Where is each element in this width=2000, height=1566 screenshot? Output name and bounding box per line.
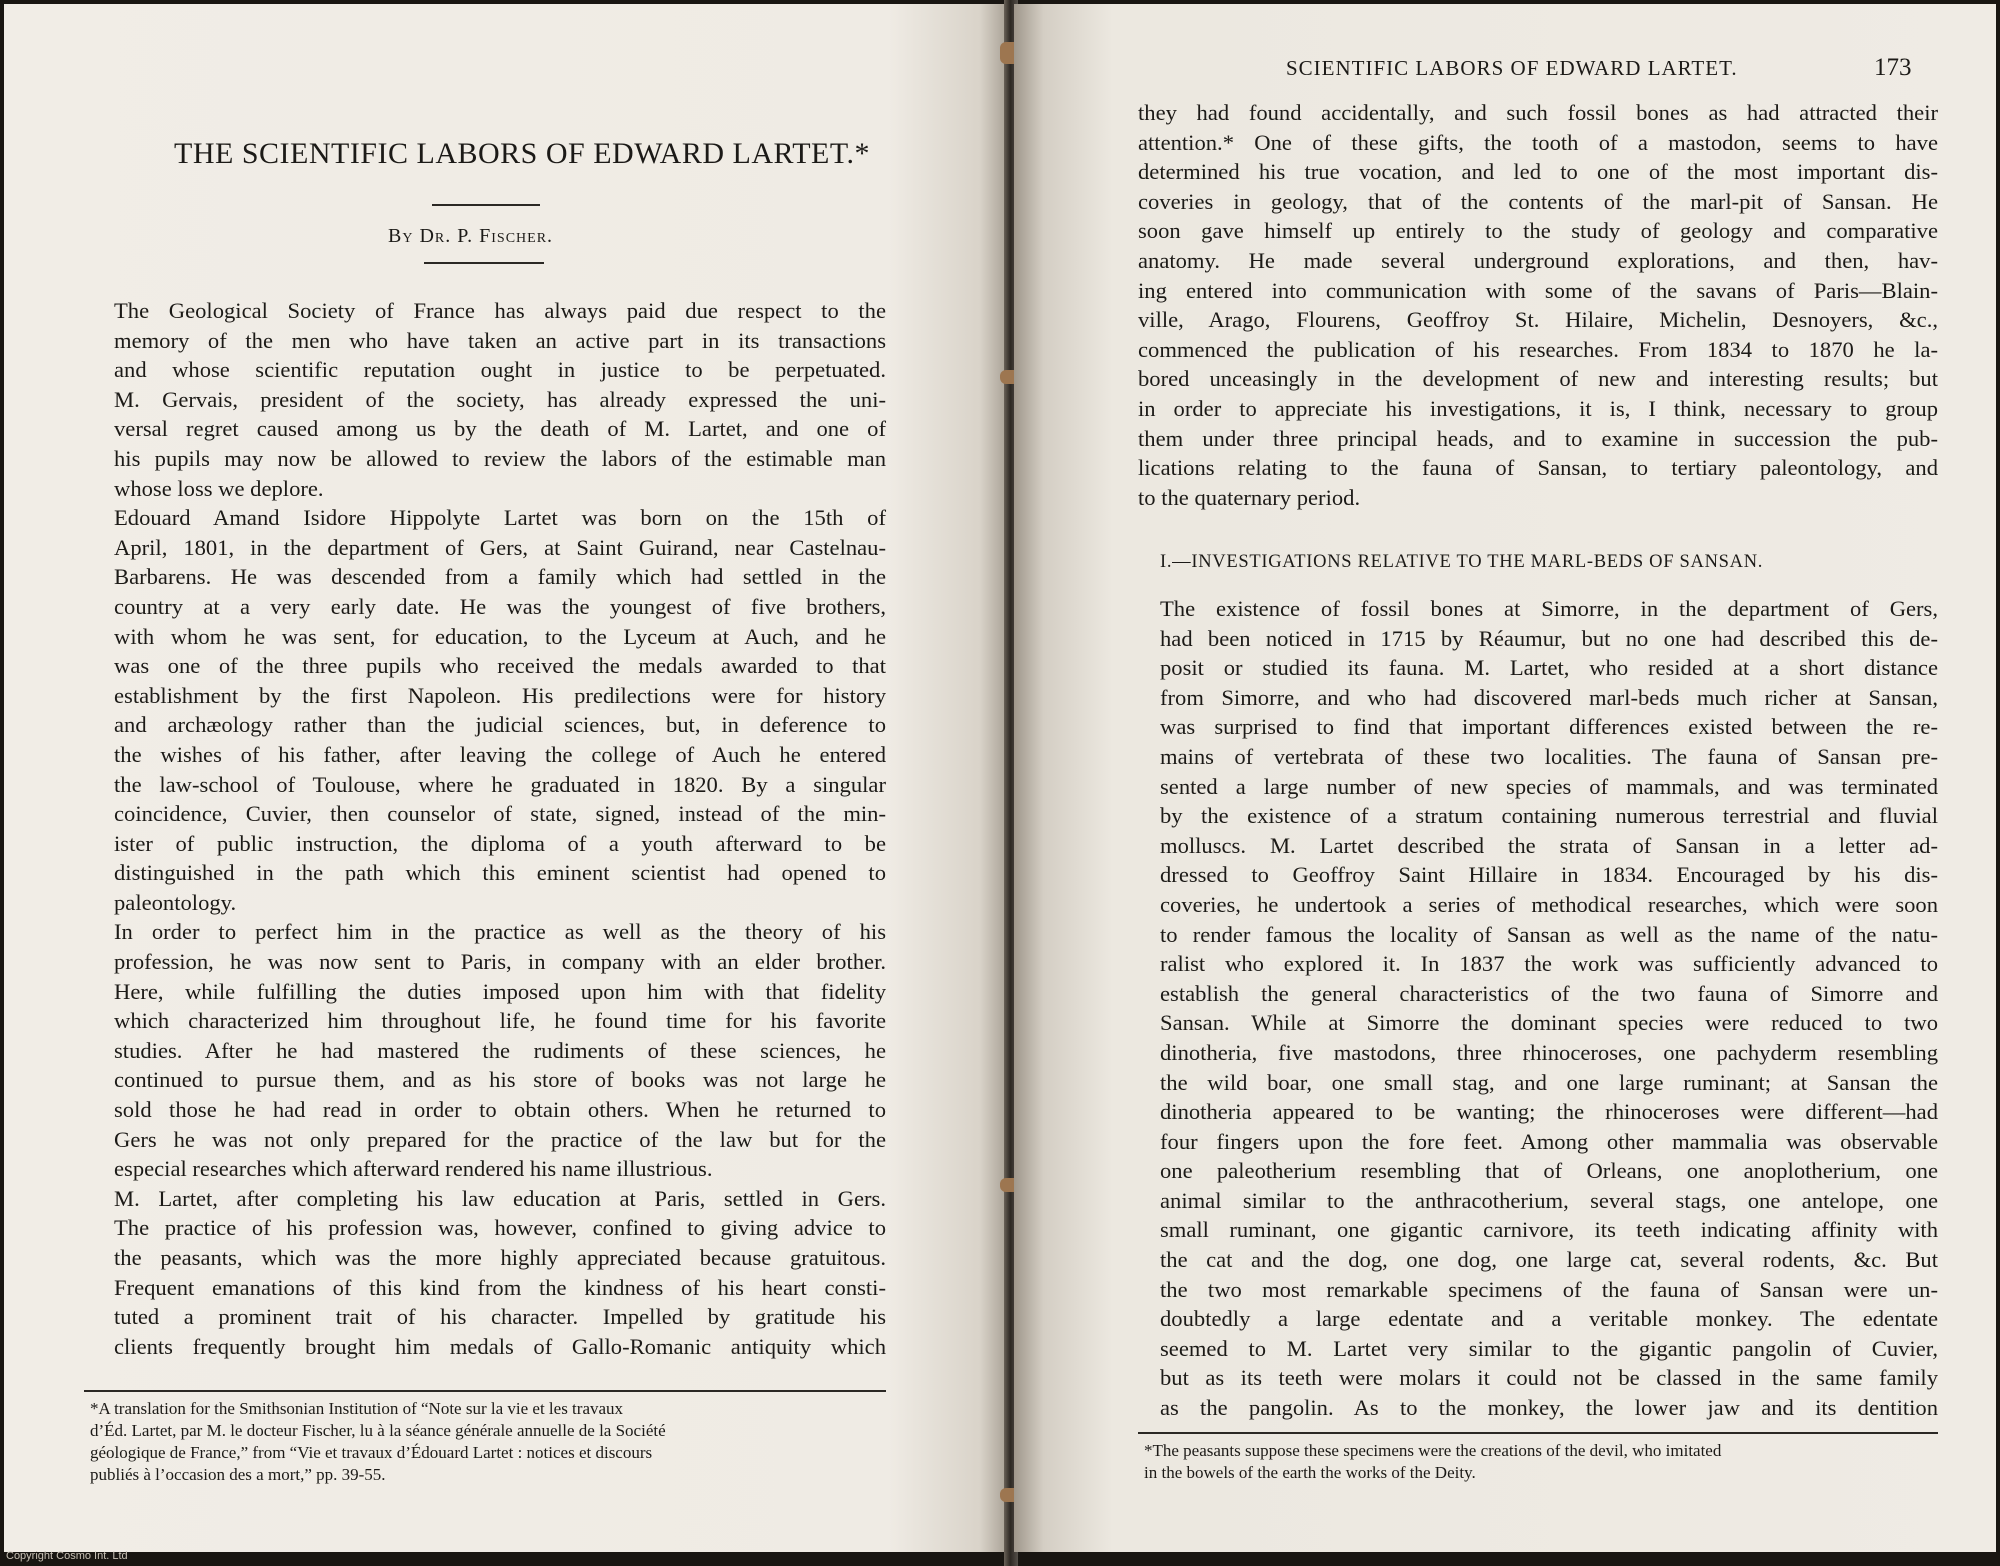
text-line: establish the general characteristics of the two fauna of Simorre and: [1160, 980, 1938, 1006]
text-line: the two most remarkable specimens of the fauna of Sansan were un-: [1160, 1276, 1938, 1302]
text-line: The practice of his profession was, however, confined to giving advice to: [114, 1215, 886, 1241]
title-rule-top: [432, 204, 540, 206]
text-line: Here, while fulfilling the duties imposed upon him with that fidelity: [114, 978, 886, 1004]
text-line: clients frequently brought him medals of Gallo-Romanic antiquity which: [114, 1333, 886, 1359]
text-line: dinotheria, five mastodons, three rhinoceroses, one pachyderm resembling: [1160, 1039, 1938, 1065]
left-body-text: [86, 296, 886, 1361]
left-paragraph-3: [86, 917, 886, 1183]
text-line: Frequent emanations of this kind from the kindness of his heart consti-: [114, 1274, 886, 1300]
left-footnote: [90, 1398, 666, 1486]
text-line: coveries, he undertook a series of methodical researches, which were soon: [1160, 891, 1938, 917]
text-line: M. Gervais, president of the society, has already expressed the uni-: [114, 386, 886, 412]
text-line: and whose scientific reputation ought in justice to be perpetuated.: [114, 357, 886, 383]
footnote-rule-left: [84, 1390, 886, 1392]
text-line: dressed to Geoffroy Saint Hillaire in 1834. Encouraged by his dis-: [1160, 862, 1938, 888]
text-line: The existence of fossil bones at Simorre, in the department of Gers,: [1160, 596, 1938, 621]
text-line: molluscs. M. Lartet described the strata of Sansan in a letter ad-: [1160, 832, 1938, 858]
text-line: ing entered into communication with some of the savans of Paris—Blain-: [1138, 277, 1938, 303]
text-line: Barbarens. He was descended from a family which had settled in the: [114, 564, 886, 590]
text-line: profession, he was now sent to Paris, in company with an elder brother.: [114, 949, 886, 975]
text-line: commenced the publication of his researches. From 1834 to 1870 he la-: [1138, 336, 1938, 362]
text-line: attention.* One of these gifts, the tooth of a mastodon, seems to have: [1138, 129, 1938, 155]
text-line: Edouard Amand Isidore Hippolyte Lartet was born on the 15th of: [114, 505, 886, 531]
text-line: animal similar to the anthracotherium, several stags, one antelope, one: [1160, 1187, 1938, 1213]
text-line: the cat and the dog, one dog, one large cat, several rodents, &c. But: [1160, 1247, 1938, 1273]
author-byline: By Dr. P. Fischer.: [388, 225, 554, 247]
text-line: four fingers upon the fore feet. Among other mammalia was observable: [1160, 1128, 1938, 1154]
text-line: doubtedly a large edentate and a veritable monkey. The edentate: [1160, 1306, 1938, 1332]
text-line: tuted a prominent trait of his character. Impelled by gratitude his: [114, 1304, 886, 1330]
footnote-line: *The peasants suppose these specimens were the creations of the devil, who imitated: [1144, 1441, 1722, 1460]
text-line: by the existence of a stratum containing numerous terrestrial and fluvial: [1160, 803, 1938, 829]
text-line: was one of the three pupils who received the medals awarded to that: [114, 653, 886, 679]
left-page: [4, 4, 1010, 1552]
article-title: THE SCIENTIFIC LABORS OF EDWARD LARTET.*: [174, 137, 870, 170]
text-line: The Geological Society of France has always paid due respect to the: [114, 298, 886, 323]
text-line: ville, Arago, Flourens, Geoffroy St. Hilaire, Michelin, Desnoyers, &c.,: [1138, 307, 1938, 333]
text-line: April, 1801, in the department of Gers, at Saint Guirand, near Castelnau-: [114, 534, 886, 560]
text-line: one paleotherium resembling that of Orleans, one anoplotherium, one: [1160, 1158, 1938, 1184]
text-line: bored unceasingly in the development of new and interesting results; but: [1138, 366, 1938, 392]
text-line: establishment by the first Napoleon. His predilections were for history: [114, 682, 886, 708]
text-line: Gers he was not only prepared for the practice of the law but for the: [114, 1126, 886, 1152]
text-line: lications relating to the fauna of Sansan, to tertiary paleontology, and: [1138, 455, 1938, 481]
text-line: had been noticed in 1715 by Réaumur, but no one had described this de-: [1160, 625, 1938, 651]
copyright-watermark: Copyright Cosmo Int. Ltd: [6, 1550, 128, 1562]
section-heading: I.—INVESTIGATIONS RELATIVE TO THE MARL-BEDS OF SANSAN.: [1160, 552, 1764, 572]
title-rule-bottom: [424, 262, 544, 264]
text-line: versal regret caused among us by the death of M. Lartet, and one of: [114, 416, 886, 442]
footnote-line: publiés à l’occasion des a mort,” pp. 39-55.: [90, 1465, 386, 1484]
text-line: determined his true vocation, and led to one of the most important dis-: [1138, 159, 1938, 185]
text-line: as the pangolin. As to the monkey, the lower jaw and its dentition: [1160, 1395, 1938, 1421]
text-line: dinotheria appeared to be wanting; the rhinoceroses were different—had: [1160, 1099, 1938, 1125]
text-line: ister of public instruction, the diploma of a youth afterward to be: [114, 830, 886, 856]
right-paragraph-1: [1138, 98, 1938, 512]
text-line: posit or studied its fauna. M. Lartet, who resided at a short distance: [1160, 655, 1938, 681]
text-line: sented a large number of new species of mammals, and was terminated: [1160, 773, 1938, 799]
text-line: they had found accidentally, and such fossil bones as had attracted their: [1138, 100, 1938, 125]
right-body-text-section: [1138, 594, 1938, 1423]
text-line: M. Lartet, after completing his law education at Paris, settled in Gers.: [114, 1185, 886, 1211]
text-line: in order to appreciate his investigations, it is, I think, necessary to group: [1138, 395, 1938, 421]
text-line: but as its teeth were molars it could not be classed in the same family: [1160, 1365, 1938, 1391]
right-paragraph-2: [1138, 594, 1938, 1423]
text-line: which characterized him throughout life, he found time for his favorite: [114, 1008, 886, 1034]
text-line: continued to pursue them, and as his store of books was not large he: [114, 1067, 886, 1093]
text-line: country at a very early date. He was the youngest of five brothers,: [114, 593, 886, 619]
left-paragraph-1: [86, 296, 886, 503]
footnote-line: géologique de France,” from “Vie et travaux d’Édouard Lartet : notices et discours: [90, 1443, 653, 1462]
text-line: from Simorre, and who had discovered marl-beds much richer at Sansan,: [1160, 684, 1938, 710]
text-line: soon gave himself up entirely to the study of geology and comparative: [1138, 218, 1938, 244]
footnote-line: d’Éd. Lartet, par M. le docteur Fischer, lu à la séance générale annuelle de la Société: [90, 1421, 666, 1440]
text-line: whose loss we deplore.: [114, 475, 324, 501]
text-line: to render famous the locality of Sansan as well as the name of the natu-: [1160, 921, 1938, 947]
text-line: mains of vertebrata of these two localities. The fauna of Sansan pre-: [1160, 743, 1938, 769]
text-line: to the quaternary period.: [1138, 484, 1361, 510]
running-head: SCIENTIFIC LABORS OF EDWARD LARTET.: [1286, 56, 1738, 80]
text-line: the wild boar, one small stag, and one large ruminant; at Sansan the: [1160, 1069, 1938, 1095]
text-line: and archæology rather than the judicial sciences, but, in deference to: [114, 712, 886, 738]
footnote-rule-right: [1138, 1432, 1938, 1434]
left-paragraph-4: [86, 1184, 886, 1362]
text-line: was surprised to find that important differences existed between the re-: [1160, 714, 1938, 740]
text-line: the wishes of his father, after leaving the college of Auch he entered: [114, 741, 886, 767]
text-line: especial researches which afterward rendered his name illustrious.: [114, 1156, 713, 1182]
footnote-line: in the bowels of the earth the works of the Deity.: [1144, 1463, 1476, 1482]
left-paragraph-2: [86, 503, 886, 917]
page-number: 173: [1874, 54, 1912, 81]
right-body-text-top: [1138, 98, 1938, 512]
text-line: anatomy. He made several underground explorations, and then, hav-: [1138, 247, 1938, 273]
text-line: ralist who explored it. In 1837 the work was sufficiently advanced to: [1160, 951, 1938, 977]
text-line: studies. After he had mastered the rudiments of these sciences, he: [114, 1037, 886, 1063]
text-line: small ruminant, one gigantic carnivore, its teeth indicating affinity with: [1160, 1217, 1938, 1243]
text-line: coincidence, Cuvier, then counselor of state, signed, instead of the min-: [114, 801, 886, 827]
text-line: paleontology.: [114, 889, 237, 915]
text-line: coveries in geology, that of the contents of the marl-pit of Sansan. He: [1138, 188, 1938, 214]
text-line: with whom he was sent, for education, to the Lyceum at Auch, and he: [114, 623, 886, 649]
footnote-line: *A translation for the Smithsonian Institution of “Note sur la vie et les travaux: [90, 1399, 624, 1418]
text-line: memory of the men who have taken an active part in its transactions: [114, 327, 886, 353]
text-line: seemed to M. Lartet very similar to the gigantic pangolin of Cuvier,: [1160, 1335, 1938, 1361]
text-line: distinguished in the path which this eminent scientist had opened to: [114, 860, 886, 886]
text-line: the law-school of Toulouse, where he graduated in 1820. By a singular: [114, 771, 886, 797]
text-line: sold those he had read in order to obtain others. When he returned to: [114, 1097, 886, 1123]
text-line: them under three principal heads, and to examine in succession the pub-: [1138, 425, 1938, 451]
text-line: Sansan. While at Simorre the dominant species were reduced to two: [1160, 1010, 1938, 1036]
text-line: his pupils may now be allowed to review the labors of the estimable man: [114, 445, 886, 471]
text-line: In order to perfect him in the practice as well as the theory of his: [114, 919, 886, 945]
text-line: the peasants, which was the more highly appreciated because gratuitous.: [114, 1245, 886, 1270]
right-footnote: [1144, 1440, 1721, 1484]
